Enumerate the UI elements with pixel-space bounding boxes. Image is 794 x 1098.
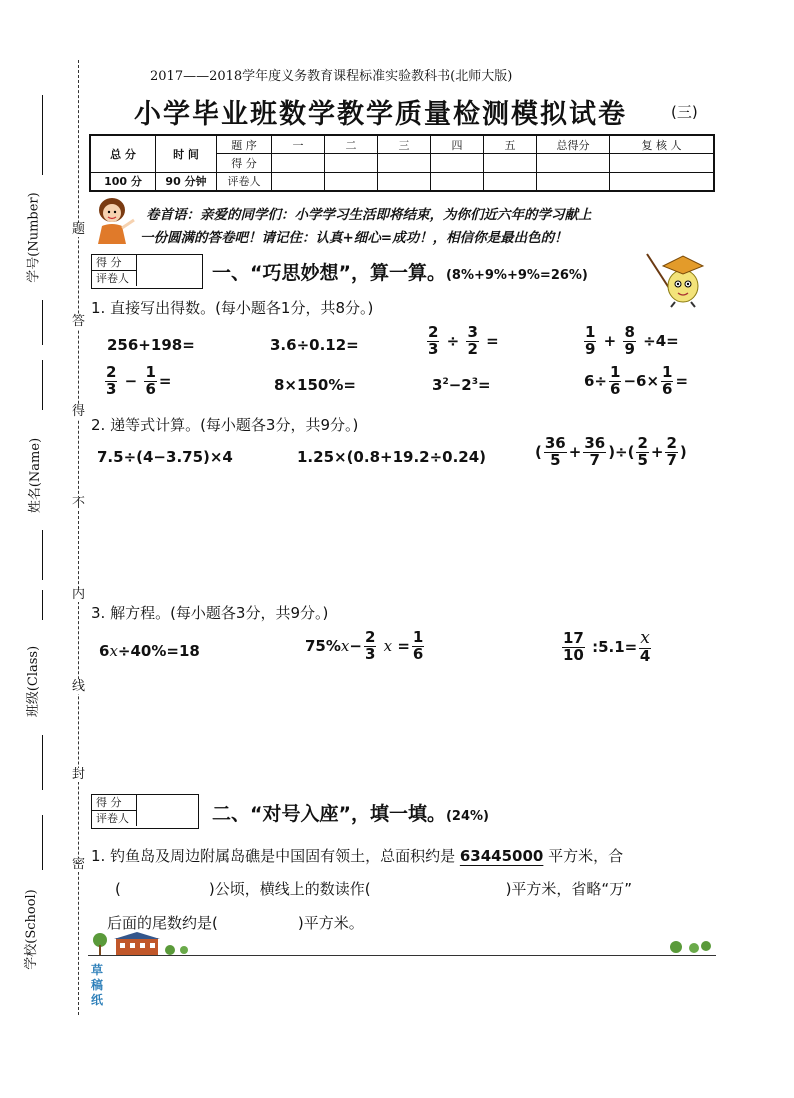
denominator: 3 <box>428 339 439 358</box>
s2-q1-l3a: 后面的尾数约是( <box>107 914 218 932</box>
class-label: 班级(Class) <box>26 645 42 718</box>
score-cell[interactable] <box>272 154 325 173</box>
numerator: 17 <box>563 629 584 648</box>
section1-heading <box>212 258 588 285</box>
numerator: 36 <box>584 434 606 452</box>
school-label: 学校(School) <box>23 889 39 970</box>
grader-cell[interactable] <box>537 172 610 191</box>
numerator: 1 <box>145 363 156 381</box>
section2-points: (24%) <box>445 809 489 824</box>
s2-q1-l2c: )平方米，省略“万” <box>505 880 632 898</box>
name-line-top <box>42 360 43 410</box>
expression-mid: :5.1= <box>592 637 638 656</box>
equals: = <box>675 371 689 390</box>
numerator: 3 <box>467 323 478 341</box>
denominator: 6 <box>412 644 424 663</box>
denominator: 9 <box>624 339 635 358</box>
section2-score-box[interactable] <box>91 794 199 829</box>
variable-x: x <box>640 628 650 648</box>
grader-cell[interactable] <box>378 172 431 191</box>
section1-score-box[interactable] <box>91 254 203 289</box>
s2-q1-post: 平方米，合 <box>548 847 624 865</box>
score-cell[interactable] <box>537 154 610 173</box>
base: 2 <box>461 376 472 394</box>
seal-char: 题 <box>72 222 86 237</box>
total-label: 总 分 <box>90 135 156 172</box>
teacher-illustration <box>92 196 136 246</box>
numerator: 1 <box>662 363 673 381</box>
s2-q1-l3b: )平方米。 <box>297 914 364 932</box>
q1-item-a: 256+198= <box>107 336 195 354</box>
q2-item-a: 7.5÷(4−3.75)×4 <box>97 448 233 466</box>
denominator: 4 <box>639 646 651 665</box>
section1-title: 一、“巧思妙想”，算一算。 <box>212 262 446 284</box>
draft-char: 纸 <box>91 993 104 1007</box>
equals: = <box>486 331 499 350</box>
grader-cell[interactable] <box>484 172 537 191</box>
expression-tail: ÷4= <box>643 331 679 350</box>
s2-q1-l2a: ( <box>115 880 121 898</box>
score-box-label: 得 分 <box>92 255 137 271</box>
total-value: 100 分 <box>90 172 156 191</box>
grader-cell[interactable] <box>610 172 715 191</box>
grader-cell[interactable] <box>431 172 484 191</box>
denominator: 6 <box>610 379 621 398</box>
numerator: 2 <box>364 628 376 646</box>
denominator: 6 <box>145 379 156 398</box>
coefficient: 6 <box>99 642 110 660</box>
variable-x: x <box>383 636 393 655</box>
exam-title: 小学毕业班数学教学质量检测模拟试卷 <box>134 99 627 130</box>
variable-x: x <box>340 636 350 655</box>
s2-q1-line3 <box>107 912 364 933</box>
draft-char: 草 <box>91 963 104 977</box>
grader-box-label: 评卷人 <box>92 811 137 826</box>
grader-box-label: 评卷人 <box>92 271 137 286</box>
operator: + <box>603 331 617 350</box>
exponent: 2 <box>442 377 449 387</box>
numerator: 2 <box>428 323 439 341</box>
q1-item-e <box>103 365 172 398</box>
numerator: 2 <box>106 363 117 381</box>
s2-q1-pre: 1. 钓鱼岛及周边附属岛礁是中国固有领土，总面积约是 <box>91 847 456 865</box>
denominator: 5 <box>550 450 561 469</box>
denominator: 7 <box>589 450 600 469</box>
q1-item-g <box>432 376 491 394</box>
s2-q1-line2 <box>115 878 632 899</box>
denominator: 9 <box>585 339 596 358</box>
numerator: 2 <box>637 434 648 452</box>
row-label-grader: 评卷人 <box>217 172 272 191</box>
ground-line <box>88 955 716 956</box>
variable-x: x <box>109 642 118 660</box>
denominator: 3 <box>106 379 117 398</box>
operator: − <box>349 636 362 655</box>
number-label: 学号(Number) <box>26 192 42 283</box>
score-box-label: 得 分 <box>92 795 137 811</box>
expression-mid: )÷( <box>608 442 635 461</box>
time-label: 时 间 <box>156 135 217 172</box>
row-label-order: 题 序 <box>217 135 272 154</box>
coefficient: 75% <box>305 636 341 655</box>
operator: − <box>124 371 138 390</box>
denominator: 10 <box>563 645 584 664</box>
score-table <box>89 134 715 192</box>
number-line-top <box>42 95 43 175</box>
score-cell[interactable] <box>431 154 484 173</box>
score-cell[interactable] <box>610 154 715 173</box>
s2-q1-number: 63445000 <box>459 847 544 865</box>
col-header: 复 核 人 <box>610 135 715 154</box>
equals: = <box>477 376 491 394</box>
exam-subtitle: 2017——2018学年度义务教育课程标准实验教科书(北师大版) <box>150 69 513 84</box>
seal-char: 答 <box>72 314 86 329</box>
seal-char: 线 <box>72 679 86 694</box>
col-header: 五 <box>484 135 537 154</box>
name-label: 姓名(Name) <box>28 437 44 514</box>
q2-item-c <box>535 436 687 469</box>
equals: = <box>158 371 172 390</box>
score-cell[interactable] <box>378 154 431 173</box>
schoolhouse-icon <box>114 932 160 956</box>
s2-q1-l2b: )公顷，横线上的数读作( <box>208 880 371 898</box>
denominator: 2 <box>467 339 478 358</box>
q1-item-c <box>425 325 499 358</box>
denominator: 6 <box>662 379 673 398</box>
numerator: 1 <box>412 628 424 646</box>
operator: + <box>650 442 664 461</box>
paren: ( <box>535 442 542 461</box>
col-header: 四 <box>431 135 484 154</box>
seal-char: 内 <box>72 587 86 602</box>
seal-char: 不 <box>72 496 86 511</box>
grader-cell[interactable] <box>272 172 325 191</box>
q2-item-b: 1.25×(0.8+19.2÷0.24) <box>297 448 487 466</box>
q1-item-h <box>584 365 688 398</box>
tree-icon <box>668 940 714 956</box>
paren: ) <box>679 442 687 461</box>
denominator: 5 <box>637 450 648 469</box>
numerator: 1 <box>610 363 621 381</box>
col-header: 一 <box>272 135 325 154</box>
q3-item-a <box>99 642 200 660</box>
intro-line-1: 卷首语：亲爱的同学们：小学学习生活即将结束，为你们近六年的学习献上 <box>146 207 592 223</box>
section2-title: 二、“对号入座”，填一填。 <box>212 803 446 825</box>
class-line-top <box>42 590 43 620</box>
numerator: 36 <box>544 434 566 452</box>
tree-icon <box>91 932 109 956</box>
intro-line-2: 一份圆满的答卷吧！请记住：认真+细心=成功！，相信你是最出色的！ <box>140 230 568 246</box>
row-label-score: 得 分 <box>217 154 272 173</box>
exponent: 3 <box>471 377 478 387</box>
col-header: 总得分 <box>537 135 610 154</box>
q1-title: 1. 直接写出得数。(每小题各1分，共8分。) <box>91 299 374 317</box>
graduate-mascot-illustration <box>643 246 713 308</box>
col-header: 三 <box>378 135 431 154</box>
s2-q1-line1 <box>91 845 623 866</box>
expression-post: ÷40%=18 <box>117 642 200 660</box>
seal-char: 得 <box>72 404 86 419</box>
grader-cell[interactable] <box>325 172 378 191</box>
exam-title-suffix: (三) <box>671 103 698 121</box>
operator: − <box>448 376 462 394</box>
q1-item-f: 8×150%= <box>274 376 356 394</box>
school-line-top <box>42 815 43 870</box>
equals: = <box>397 636 410 655</box>
score-cell[interactable] <box>484 154 537 173</box>
operator: ÷ <box>446 331 460 350</box>
denominator: 3 <box>364 644 376 663</box>
numerator: 1 <box>585 323 596 341</box>
section1-points: (8%+9%+9%=26%) <box>445 268 588 283</box>
draft-label <box>91 963 103 1008</box>
class-line-bottom <box>42 735 43 790</box>
time-value: 90 分钟 <box>156 172 217 191</box>
col-header: 二 <box>325 135 378 154</box>
seal-char: 封 <box>72 767 86 782</box>
section2-heading <box>212 799 489 826</box>
numerator: 8 <box>624 323 635 341</box>
q3-item-b <box>305 630 426 663</box>
q3-title: 3. 解方程。(每小题各3分，共9分。) <box>91 604 329 622</box>
denominator: 7 <box>666 450 677 469</box>
numerator: 2 <box>666 434 677 452</box>
expression-pre: 6÷ <box>584 371 608 390</box>
q3-item-c <box>560 630 653 665</box>
number-line-bottom <box>42 300 43 345</box>
name-line-bottom <box>42 530 43 580</box>
expression-mid: −6× <box>623 371 660 390</box>
operator: + <box>568 442 582 461</box>
q1-item-b: 3.6÷0.12= <box>270 336 359 354</box>
seal-char: 密 <box>72 857 86 872</box>
q1-item-d <box>582 325 679 358</box>
q2-title: 2. 递等式计算。(每小题各3分，共9分。) <box>91 416 359 434</box>
base: 3 <box>432 376 443 394</box>
draft-char: 稿 <box>91 978 104 992</box>
score-cell[interactable] <box>325 154 378 173</box>
